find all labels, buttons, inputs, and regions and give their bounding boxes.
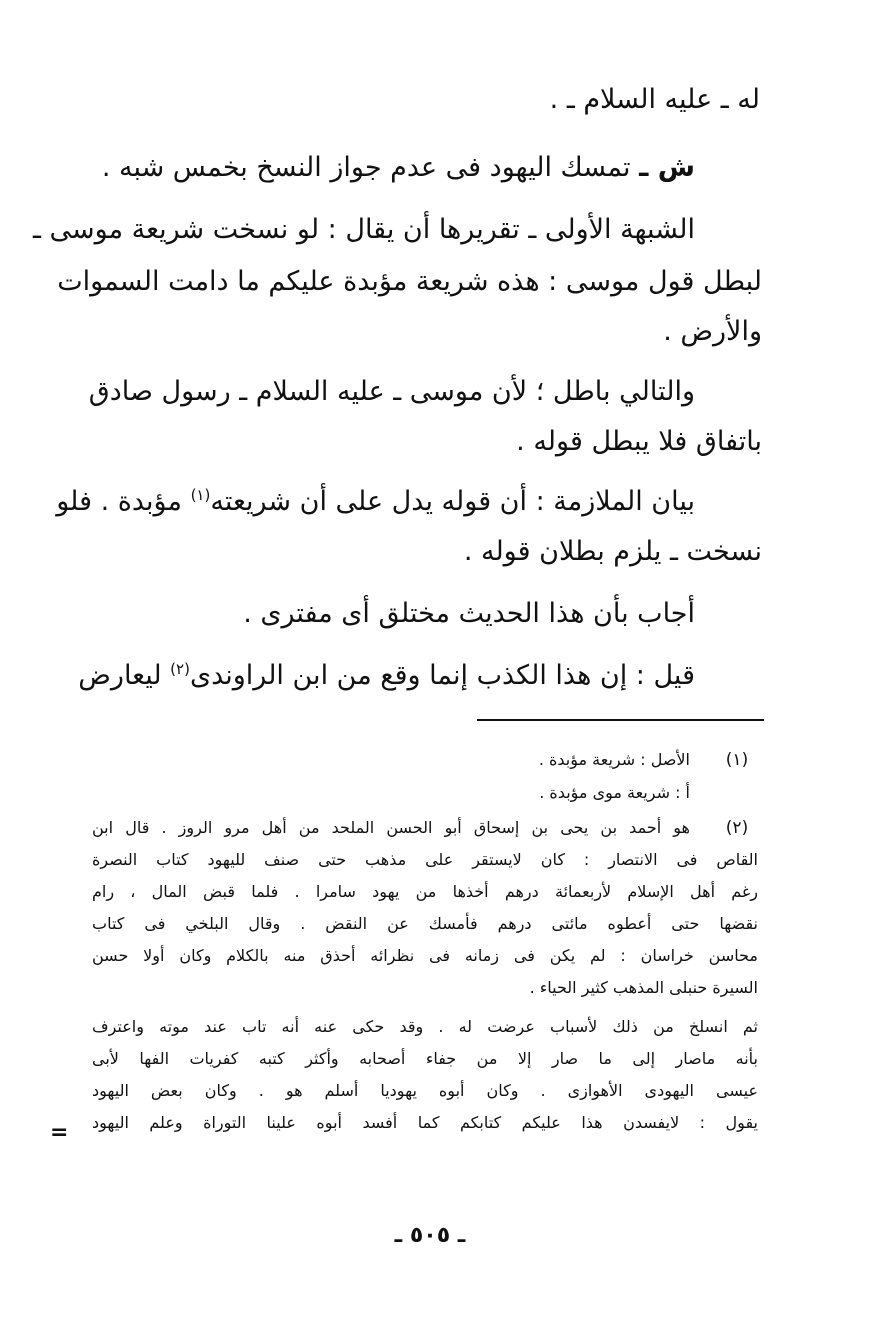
footnote-2-line-4: نقضها حتى أعطوه مائتى درهم فأمسك عن النقض . وقال البلخي فى كتاب xyxy=(92,914,758,933)
body-line-5: والأرض . xyxy=(663,316,762,347)
body-line-11-a: قيل : إن هذا الكذب إنما وقع من ابن الراوندى xyxy=(189,660,695,691)
body-line-1: له ـ عليه السلام ـ . xyxy=(549,84,760,115)
footnote-2-line-9: عيسى اليهودى الأهوازى . وكان أبوه يهوديا أسلم هو . وكان بعض اليهود xyxy=(92,1081,758,1100)
body-line-8-b: مؤبدة . فلو xyxy=(56,486,191,517)
body-line-7: باتفاق فلا يبطل قوله . xyxy=(516,426,762,457)
body-line-3: الشبهة الأولى ـ تقريرها أن يقال : لو نسخت شريعة موسى ـ xyxy=(33,214,695,245)
page-number: ـ ٥٠٥ ـ xyxy=(394,1223,466,1248)
footnote-2-line-5: محاسن خراسان : لم يكن فى زمانه فى نظرائه أحذق منه بالكلام وكان أولا حسن xyxy=(92,946,758,965)
footnote-2-line-10: يقول : لايفسدن هذا عليكم كتابكم كما أفسد أبوه علينا التوراة وعلم اليهود xyxy=(92,1113,758,1132)
body-line-2 xyxy=(90,148,695,188)
footnote-1-line-1: الأصل : شريعة مؤبدة . xyxy=(538,750,690,769)
footnote-2-line-8: بأنه ماصار إلى ما صار إلا من جفاء أصحابه وأكثر كتبه كفريات الفها لأبى xyxy=(92,1049,758,1068)
continuation-mark: = xyxy=(50,1120,69,1145)
body-line-4: لبطل قول موسى : هذه شريعة مؤبدة عليكم ما دامت السموات xyxy=(57,266,762,297)
section-marker: ش ـ xyxy=(639,152,695,183)
footnote-2-line-1: هو أحمد بن يحى بن إسحاق أبو الحسن الملحد من أهل مرو الروز . قال ابن xyxy=(92,818,690,837)
footnote-2-line-2: القاص فى الانتصار : كان لايستقر على مذهب حتى صنف لليهود كتاب النصرة xyxy=(92,850,758,869)
body-line-9: نسخت ـ يلزم بطلان قوله . xyxy=(463,536,762,567)
body-line-2-text: تمسك اليهود فى عدم جواز النسخ بخمس شبه . xyxy=(101,152,640,183)
body-line-6: والتالي باطل ؛ لأن موسى ـ عليه السلام ـ رسول صادق xyxy=(88,376,695,407)
footnote-1-line-2: أ : شريعة موى مؤبدة . xyxy=(539,783,690,802)
footnote-ref-2: (٢) xyxy=(170,660,190,678)
footnote-number-2: (٢) xyxy=(725,818,749,838)
footnote-separator xyxy=(477,719,764,721)
footnote-ref-1: (١) xyxy=(190,486,211,504)
footnote-2-line-7: ثم انسلخ من ذلك لأسباب عرضت له . وقد حكى عنه أنه تاب عند موته واعترف xyxy=(92,1017,758,1036)
body-line-10: أجاب بأن هذا الحديث مختلق أى مفترى . xyxy=(243,598,695,629)
footnote-number-1: (١) xyxy=(725,750,749,770)
footnote-2-line-6: السيرة حنبلى المذهب كثير الحياء . xyxy=(529,978,758,997)
body-line-11 xyxy=(78,656,695,696)
footnote-2-line-3: رغم أهل الإسلام لأربعمائة درهم أخذها من يهود سامرا . فلما قبض المال ، رام xyxy=(92,882,758,901)
body-line-8-a: بيان الملازمة : أن قوله يدل على أن شريعته xyxy=(210,486,695,517)
body-line-8 xyxy=(56,482,695,522)
body-line-11-b: ليعارض xyxy=(78,660,171,691)
